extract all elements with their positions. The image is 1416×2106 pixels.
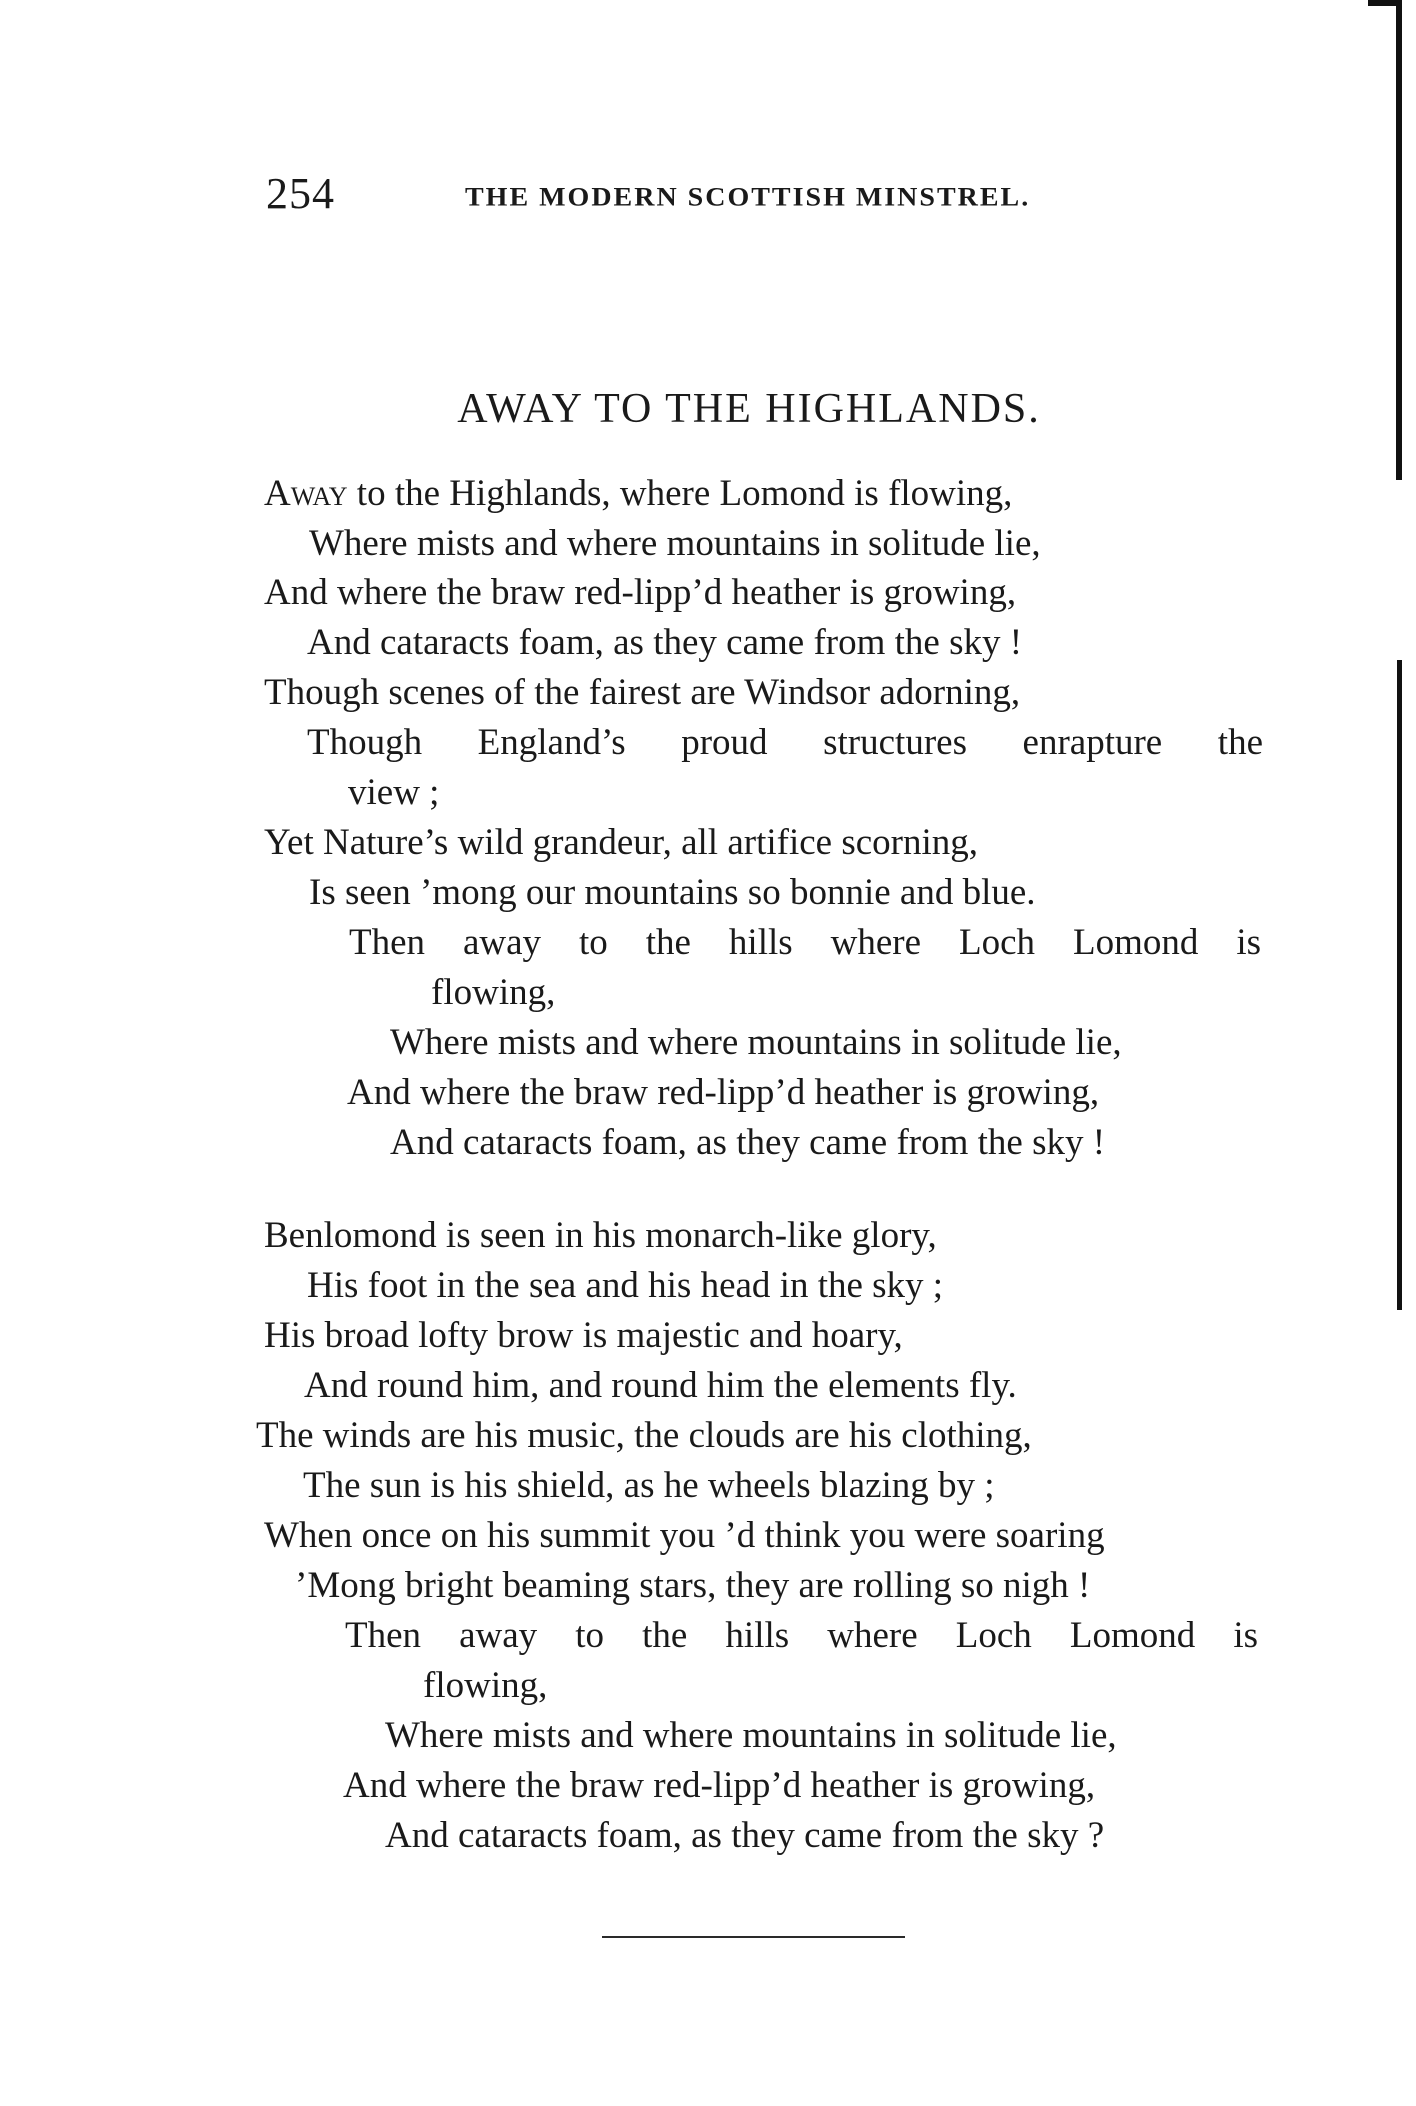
poem-line: When once on his summit you ’d think you were soaring	[264, 1515, 1105, 1556]
page-edge-shadow-middle	[1397, 660, 1402, 1310]
poem-line: Benlomond is seen in his monarch-like glory,	[264, 1215, 937, 1256]
poem-line: His broad lofty brow is majestic and hoary,	[264, 1315, 903, 1356]
chorus-line: And cataracts foam, as they came from the sky ?	[385, 1815, 1105, 1856]
poem-line	[264, 475, 1012, 512]
chorus-line-continuation: flowing,	[423, 1665, 548, 1706]
poem-line: The sun is his shield, as he wheels blazing by ;	[303, 1465, 995, 1506]
page-number: 254	[266, 169, 335, 218]
poem-line-continuation: view ;	[348, 772, 440, 813]
poem-line: And cataracts foam, as they came from the sky !	[307, 622, 1023, 663]
drop-word: Away	[264, 473, 348, 514]
poem-line: Yet Nature’s wild grandeur, all artifice scorning,	[264, 822, 979, 863]
poem-line: And where the braw red-lipp’d heather is growing,	[264, 572, 1017, 613]
chorus-line: And where the braw red-lipp’d heather is growing,	[347, 1072, 1100, 1113]
section-divider	[602, 1936, 905, 1938]
poem-title: AWAY TO THE HIGHLANDS.	[457, 386, 1041, 432]
page-header	[258, 168, 1158, 228]
poem-line: Though scenes of the fairest are Windsor adorning,	[264, 672, 1021, 713]
chorus-line: Then away to the hills where Loch Lomond is	[345, 1615, 1258, 1656]
poem-line: His foot in the sea and his head in the sky ;	[307, 1265, 944, 1306]
chorus-line: And cataracts foam, as they came from the sky !	[390, 1122, 1106, 1163]
chorus-line: And where the braw red-lipp’d heather is growing,	[343, 1765, 1096, 1806]
running-head: THE MODERN SCOTTISH MINSTREL.	[465, 182, 1031, 213]
chorus-line-continuation: flowing,	[431, 972, 556, 1013]
poem-line: Where mists and where mountains in solitude lie,	[309, 523, 1041, 564]
chorus-line: Where mists and where mountains in solitude lie,	[390, 1022, 1122, 1063]
poem-line: The winds are his music, the clouds are his clothing,	[256, 1415, 1032, 1456]
chorus-line: Where mists and where mountains in solitude lie,	[385, 1715, 1117, 1756]
line-text: to the Highlands, where Lomond is flowing,	[347, 473, 1013, 514]
poem-line: ’Mong bright beaming stars, they are rolling so nigh !	[295, 1565, 1091, 1606]
poem-line: Though England’s proud structures enrapture the	[307, 722, 1263, 763]
poem-line: And round him, and round him the elements fly.	[304, 1365, 1017, 1406]
chorus-line: Then away to the hills where Loch Lomond is	[349, 922, 1261, 963]
poem-line: Is seen ’mong our mountains so bonnie and blue.	[309, 872, 1036, 913]
